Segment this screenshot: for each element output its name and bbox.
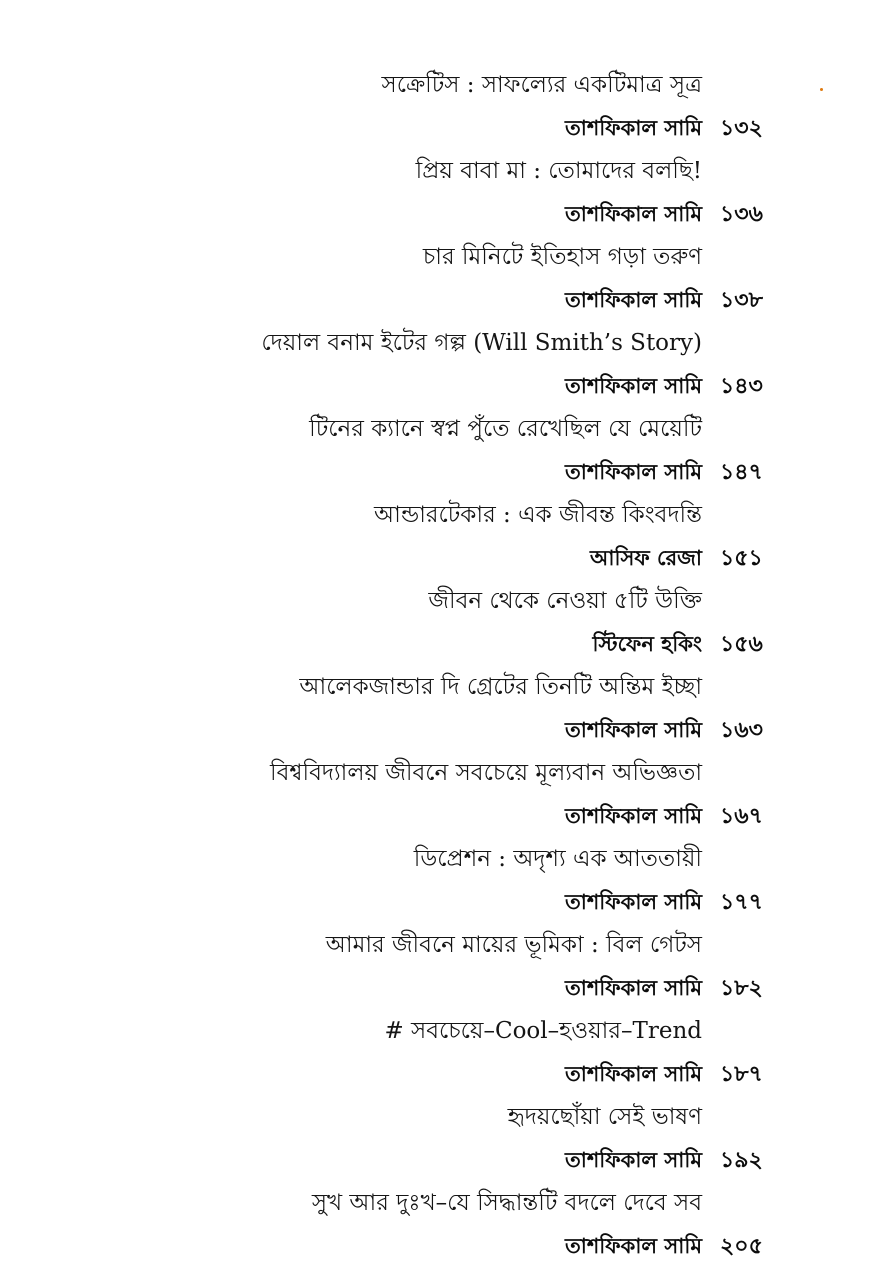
entry-author: তাশফিকাল সামি xyxy=(565,717,702,742)
entry-author: তাশফিকাল সামি xyxy=(565,201,702,226)
entry-author: স্টিফেন হকিং xyxy=(592,631,702,656)
toc-entry[interactable] xyxy=(0,237,870,323)
toc-entry[interactable] xyxy=(0,667,870,753)
entry-author: তাশফিকাল সামি xyxy=(565,115,702,140)
entry-title: হৃদয়ছোঁয়া সেই ভাষণ xyxy=(507,1104,702,1130)
entry-page-number: ১৮৭ xyxy=(720,1061,763,1087)
entry-title: টিনের ক্যানে স্বপ্ন পুঁতে রেখেছিল যে মেয়েটি xyxy=(309,416,702,442)
entry-title: প্রিয় বাবা মা : তোমাদের বলছি! xyxy=(415,158,702,184)
entry-page-number: ১৩৮ xyxy=(720,287,763,313)
entry-author: তাশফিকাল সামি xyxy=(565,1233,702,1258)
entry-page-number: ১৪৩ xyxy=(720,373,763,399)
entry-page-number: ১৩৬ xyxy=(720,201,763,227)
entry-title: দেয়াল বনাম ইটের গল্প (Will Smith’s Story) xyxy=(261,330,702,356)
toc-entry[interactable] xyxy=(0,753,870,839)
toc-entry[interactable] xyxy=(0,151,870,237)
entry-title: আমার জীবনে মায়ের ভূমিকা : বিল গেটস xyxy=(325,932,702,958)
entry-title: আন্ডারটেকার : এক জীবন্ত কিংবদন্তি xyxy=(374,502,702,528)
entry-page-number: ১৬৭ xyxy=(720,803,763,829)
toc-entry[interactable] xyxy=(0,409,870,495)
entry-page-number: ১৪৭ xyxy=(720,459,763,485)
entry-title: সুখ আর দুঃখ–যে সিদ্ধান্তটি বদলে দেবে সব xyxy=(311,1190,702,1216)
entry-author: তাশফিকাল সামি xyxy=(565,373,702,398)
toc-entry[interactable] xyxy=(0,1011,870,1097)
entry-title: বিশ্ববিদ্যালয় জীবনে সবচেয়ে মূল্যবান অভিজ্ঞতা xyxy=(270,760,702,786)
toc-entry[interactable] xyxy=(0,323,870,409)
toc-entry[interactable] xyxy=(0,495,870,581)
entry-title: আলেকজান্ডার দি গ্রেটের তিনটি অন্তিম ইচ্ছা xyxy=(299,674,702,700)
toc-entry[interactable] xyxy=(0,1097,870,1183)
entry-page-number: ১৮২ xyxy=(720,975,763,1001)
entry-page-number: ১৫১ xyxy=(720,545,763,571)
entry-author: তাশফিকাল সামি xyxy=(565,1061,702,1086)
entry-title: # সবচেয়ে–Cool–হওয়ার–Trend xyxy=(384,1018,702,1044)
entry-page-number: ১৭৭ xyxy=(720,889,763,915)
print-speck xyxy=(820,88,823,91)
entry-author: আসিফ রেজা xyxy=(590,545,702,570)
entry-author: তাশফিকাল সামি xyxy=(565,1147,702,1172)
toc-entry[interactable] xyxy=(0,581,870,667)
entry-page-number: ১৬৩ xyxy=(720,717,763,743)
toc-entry[interactable] xyxy=(0,925,870,1011)
entry-page-number: ২০৫ xyxy=(720,1233,763,1259)
entry-author: তাশফিকাল সামি xyxy=(565,803,702,828)
entry-page-number: ১৫৬ xyxy=(720,631,763,657)
entry-page-number: ১৩২ xyxy=(720,115,763,141)
entry-page-number: ১৯২ xyxy=(720,1147,763,1173)
entry-author: তাশফিকাল সামি xyxy=(565,975,702,1000)
toc-entry[interactable] xyxy=(0,839,870,925)
toc-entry[interactable] xyxy=(0,65,870,151)
entry-author: তাশফিকাল সামি xyxy=(565,287,702,312)
entry-title: চার মিনিটে ইতিহাস গড়া তরুণ xyxy=(422,244,702,270)
entry-title: ডিপ্রেশন : অদৃশ্য এক আততায়ী xyxy=(413,846,702,872)
entry-title: সক্রেটিস : সাফল্যের একটিমাত্র সূত্র xyxy=(381,72,702,98)
entry-title: জীবন থেকে নেওয়া ৫টি উক্তি xyxy=(428,588,702,614)
entry-author: তাশফিকাল সামি xyxy=(565,459,702,484)
entry-author: তাশফিকাল সামি xyxy=(565,889,702,914)
toc-entry[interactable] xyxy=(0,1183,870,1269)
